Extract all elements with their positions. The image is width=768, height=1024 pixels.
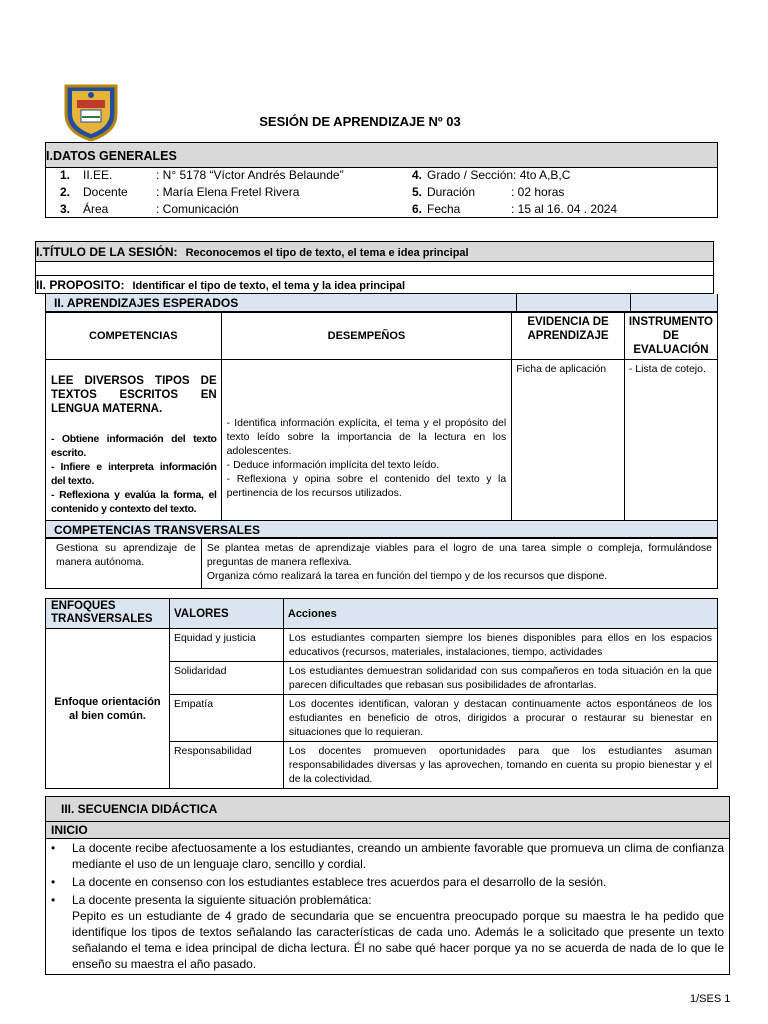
proposito-row [35,276,714,294]
instrumento-cell: - Lista de cotejo. [624,360,717,524]
datos-value: : María Elena Fretel Rivera [156,185,300,199]
bullet-icon: • [51,841,56,855]
proposito-label: II. PROPOSITO: [36,278,125,292]
capacidad-3: - Reflexiona y evalúa la forma, el contenido y contexto del texto. [51,489,217,515]
competencias-body-row [46,360,718,524]
datos-num: 4. [412,168,423,182]
datos-num: 5. [412,185,423,199]
accion-cell: Los docentes identifican, valoran y destacan continuamente actos espontáneos de los estudiantes en beneficio de otros, dirigidos a procurar o restaurar su bienestar en situaciones que lo requieran. [283,695,717,742]
valor-cell: Empatía [169,695,283,742]
desempeno-1: - Identifica información explícita, el tema y el propósito del texto leído sobre la importancia de la lectura en los adolescentes. [226,417,507,457]
enfoques-table [45,598,718,789]
competencia-lee: LEE DIVERSOS TIPOS DE TEXTOS ESCRITOS EN LENGUA MATERNA. [51,375,217,415]
situacion-problematica: Pepito es un estudiante de 4 grado de secundaria que se encuentra preocupado porque su maestra le ha pedido que identifique los tipos de textos señalando las características de cada uno. Además le a solicitado que presente un texto señalando el tema e idea principal de dicha lectura. Él no sabe qué hacer porque ya no se acuerda de nada de lo que le enseño su maestra el año pasado. [72,909,724,971]
col-instrumento: INSTRUMENTO DE EVALUACIÓN [624,313,717,360]
titulo-label: I.TÍTULO DE LA SESIÓN: [36,245,178,259]
desempeno-3: - Reflexiona y opina sobre el contenido del texto y la pertinencia de los recursos utilizados. [226,473,507,499]
inicio-body [45,839,730,975]
valor-cell: Equidad y justicia [169,629,283,662]
col-evidencia: EVIDENCIA DE APRENDIZAJE [512,313,625,360]
datos-value: : 15 al 16. 04 . 2024 [511,202,618,216]
competencias-table [45,312,718,524]
col-valores: VALORES [169,599,283,629]
datos-num: 2. [60,185,71,199]
datos-label: II.EE. [83,168,113,182]
datos-num: 3. [60,202,71,216]
blank-row [35,261,714,276]
col-competencias: COMPETENCIAS [46,313,222,360]
desempeno-2: - Deduce información implícita del texto leído. [226,459,440,471]
capacidad-1: - Obtiene información del texto escrito. [51,433,217,459]
datos-label: Duración [427,185,476,199]
titulo-value: Reconocemos el tipo de texto, el tema e idea principal [185,247,469,259]
inicio-item-3: La docente presenta la siguiente situación problemática: [72,893,372,907]
aprendizajes-heading: II. APRENDIZAJES ESPERADOS [45,294,718,312]
inicio-item-2: La docente en consenso con los estudiantes establece tres acuerdos para el desarrollo de la sesión. [72,875,607,889]
datos-value: : Comunicación [156,202,239,216]
datos-label: Fecha [427,202,461,216]
school-logo [62,80,120,142]
page-number: 1/SES 1 [690,993,731,1005]
datos-value: : 02 horas [511,185,565,199]
transversal-descripcion [201,539,717,589]
col-enfoques: ENFOQUES TRANSVERSALES [46,599,170,629]
proposito-value: Identificar el tipo de texto, el tema y la idea principal [132,280,406,292]
transversales-row [46,539,718,589]
enfoque-row [46,629,718,662]
competencias-header-row [46,313,718,360]
bullet-icon: • [51,875,56,889]
desempenos-cell [221,360,512,524]
datos-row-1 [46,168,717,184]
datos-row-3 [46,202,717,218]
page-title: SESIÓN DE APRENDIZAJE Nº 03 [259,114,461,129]
datos-num: 1. [60,168,71,182]
transversal-competencia: Gestiona su aprendizaje de manera autónoma. [46,539,202,589]
accion-cell: Los docentes promueven oportunidades para que los estudiantes asuman responsabilidades diversas y las aprovechen, tomando en cuenta su propio bienestar y el de la colectividad. [283,742,717,789]
col-acciones: Acciones [283,599,717,629]
datos-num: 6. [412,202,423,216]
datos-label: Grado / Sección: 4to A,B,C [427,168,571,182]
transversal-desc-1: Se plantea metas de aprendizaje viables para el logro de una tarea simple o compleja, formulándose preguntas de manera reflexiva. [206,542,712,568]
inicio-item-1: La docente recibe afectuosamente a los estudiantes, creando un ambiente favorable que promueva un clima de confianza mediante el uso de un lenguaje claro, sencillo y cordial. [72,841,724,871]
valor-cell: Solidaridad [169,662,283,695]
competencias-transversales-heading: COMPETENCIAS TRANSVERSALES [45,520,718,538]
inicio-heading: INICIO [45,822,730,839]
accion-cell: Los estudiantes comparten siempre los bienes disponibles para ellos en los espacios educativos (recursos, materiales, instalaciones, tiempo, actividades [283,629,717,662]
transversal-desc-2: Organiza cómo realizará la tarea en función del tiempo y de los recursos que dispone. [206,570,608,582]
datos-value: : N° 5178 “Víctor Andrés Belaunde” [156,168,344,182]
datos-label: Docente [83,185,128,199]
capacidad-2: - Infiere e interpreta información del texto. [51,461,217,487]
accion-cell: Los estudiantes demuestran solidaridad con sus compañeros en toda situación en la que parecen dificultades que rebasan sus posibilidades de afrontarlas. [283,662,717,695]
bullet-icon: • [51,893,56,907]
valor-cell: Responsabilidad [169,742,283,789]
col-desempenos: DESEMPEÑOS [221,313,512,360]
enfoque-cell: Enfoque orientación al bien común. [46,629,170,789]
datos-row-2 [46,185,717,201]
titulo-sesion-row [35,241,714,261]
evidencia-cell: Ficha de aplicación [512,360,625,524]
competencia-cell [46,360,222,524]
secuencia-heading: III. SECUENCIA DIDÁCTICA [45,796,730,822]
datos-generales-body [45,168,718,218]
enfoques-header-row [46,599,718,629]
datos-label: Área [83,202,109,216]
datos-generales-heading: I.DATOS GENERALES [45,142,718,168]
transversales-table [45,538,718,589]
